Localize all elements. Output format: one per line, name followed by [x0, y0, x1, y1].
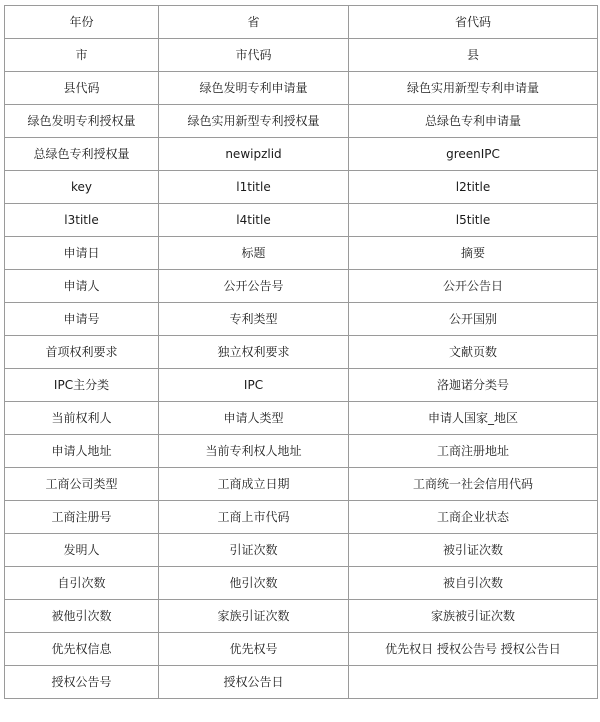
table-row [5, 402, 598, 435]
table-cell: 省 [159, 6, 349, 39]
table-cell: 引证次数 [159, 534, 349, 567]
table-cell: 授权公告日 [159, 666, 349, 699]
table-cell: 申请人地址 [5, 435, 159, 468]
table-cell: IPC [159, 369, 349, 402]
field-list-body [5, 6, 598, 699]
table-cell: key [5, 171, 159, 204]
table-cell: 洛迦诺分类号 [349, 369, 598, 402]
table-cell: 申请号 [5, 303, 159, 336]
table-cell: 独立权利要求 [159, 336, 349, 369]
table-cell: 当前权利人 [5, 402, 159, 435]
field-list-table [4, 5, 598, 699]
table-cell: 公开公告号 [159, 270, 349, 303]
table-cell: 申请人 [5, 270, 159, 303]
table-row [5, 6, 598, 39]
table-cell: 被引证次数 [349, 534, 598, 567]
table-cell [349, 666, 598, 699]
table-cell: 工商公司类型 [5, 468, 159, 501]
table-row [5, 534, 598, 567]
table-cell: 优先权信息 [5, 633, 159, 666]
table-row [5, 204, 598, 237]
table-row [5, 39, 598, 72]
table-cell: 被自引次数 [349, 567, 598, 600]
table-cell: 工商成立日期 [159, 468, 349, 501]
table-row [5, 501, 598, 534]
table-cell: 专利类型 [159, 303, 349, 336]
table-row [5, 303, 598, 336]
table-row [5, 435, 598, 468]
table-cell: 总绿色专利授权量 [5, 138, 159, 171]
table-cell: greenIPC [349, 138, 598, 171]
table-cell: 首项权利要求 [5, 336, 159, 369]
table-row [5, 468, 598, 501]
table-cell: 摘要 [349, 237, 598, 270]
table-cell: 当前专利权人地址 [159, 435, 349, 468]
table-cell: 申请人国家_地区 [349, 402, 598, 435]
table-cell: 绿色发明专利授权量 [5, 105, 159, 138]
table-row [5, 666, 598, 699]
table-cell: 申请人类型 [159, 402, 349, 435]
table-cell: 他引次数 [159, 567, 349, 600]
table-cell: 工商注册地址 [349, 435, 598, 468]
table-cell: l3title [5, 204, 159, 237]
table-cell: 绿色实用新型专利申请量 [349, 72, 598, 105]
table-cell: 授权公告号 [5, 666, 159, 699]
table-cell: 工商注册号 [5, 501, 159, 534]
table-cell: 被他引次数 [5, 600, 159, 633]
table-cell: 年份 [5, 6, 159, 39]
table-row [5, 105, 598, 138]
table-cell: newipzlid [159, 138, 349, 171]
table-row [5, 270, 598, 303]
table-cell: 县代码 [5, 72, 159, 105]
table-cell: 公开国别 [349, 303, 598, 336]
table-row [5, 369, 598, 402]
table-cell: 优先权日 授权公告号 授权公告日 [349, 633, 598, 666]
table-row [5, 72, 598, 105]
table-cell: 工商统一社会信用代码 [349, 468, 598, 501]
table-row [5, 237, 598, 270]
table-cell: 文献页数 [349, 336, 598, 369]
table-cell: l1title [159, 171, 349, 204]
table-row [5, 567, 598, 600]
table-cell: 发明人 [5, 534, 159, 567]
table-cell: l2title [349, 171, 598, 204]
table-row [5, 633, 598, 666]
table-cell: IPC主分类 [5, 369, 159, 402]
table-cell: 总绿色专利申请量 [349, 105, 598, 138]
table-row [5, 171, 598, 204]
table-cell: 公开公告日 [349, 270, 598, 303]
table-row [5, 336, 598, 369]
table-row [5, 600, 598, 633]
table-cell: 家族引证次数 [159, 600, 349, 633]
table-cell: 绿色实用新型专利授权量 [159, 105, 349, 138]
table-cell: 申请日 [5, 237, 159, 270]
table-cell: 市代码 [159, 39, 349, 72]
table-cell: 县 [349, 39, 598, 72]
table-cell: 自引次数 [5, 567, 159, 600]
table-cell: 工商上市代码 [159, 501, 349, 534]
table-cell: 市 [5, 39, 159, 72]
table-cell: 绿色发明专利申请量 [159, 72, 349, 105]
table-cell: l5title [349, 204, 598, 237]
table-cell: 省代码 [349, 6, 598, 39]
table-cell: 标题 [159, 237, 349, 270]
table-row [5, 138, 598, 171]
table-cell: 工商企业状态 [349, 501, 598, 534]
table-cell: 优先权号 [159, 633, 349, 666]
table-cell: l4title [159, 204, 349, 237]
table-cell: 家族被引证次数 [349, 600, 598, 633]
